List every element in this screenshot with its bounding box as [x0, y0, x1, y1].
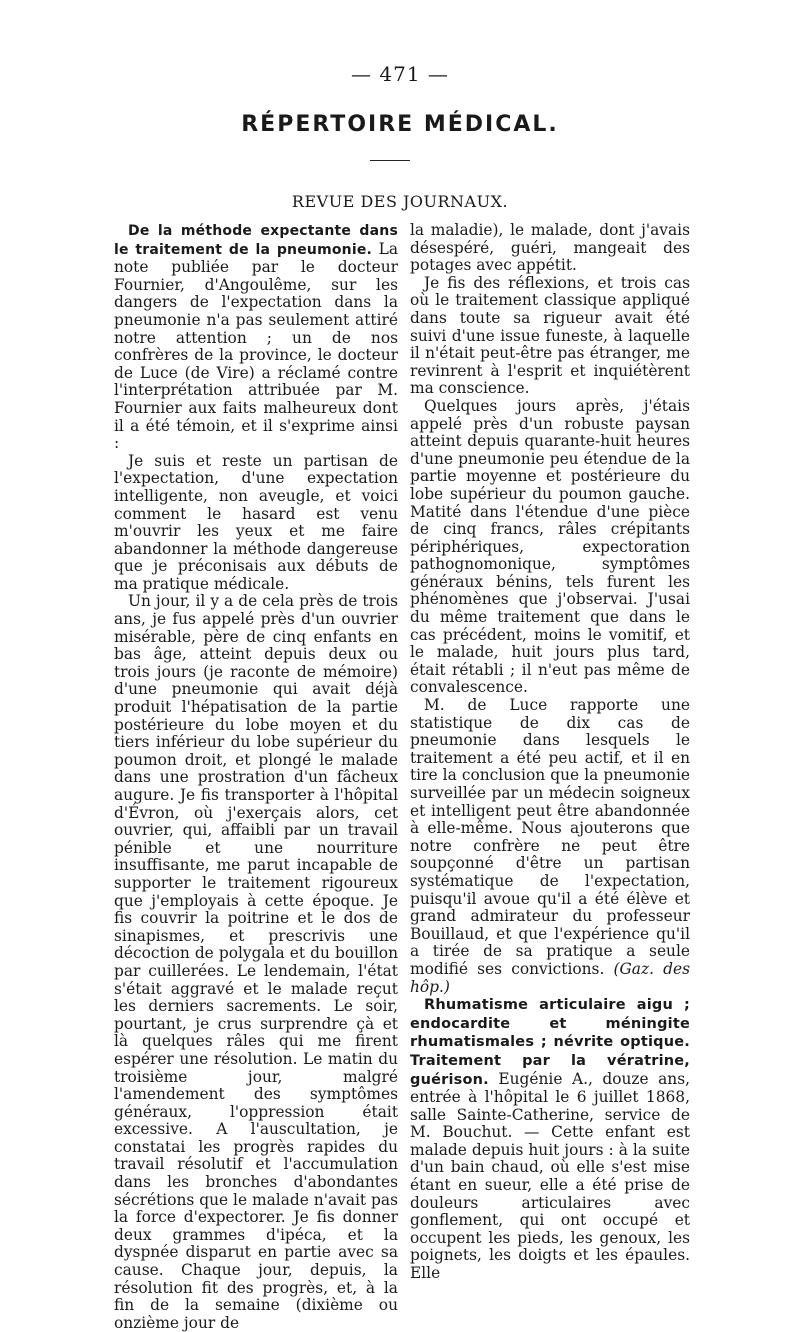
section-title: REVUE DES JOURNAUX. — [291, 192, 509, 211]
article-text: La note publiée par le docteur Fournier, d'Angoulême, sur les dangers de l'expectation dans la pneumonie n'a pas seulement attiré notre attention ; un de nos confrères de la province, le docteur de Luce (de Vire) a réclamé contre l'interprétation attribuée par M. Fournier aux faits malheureux dont il a été témoin, et il s'exprime ainsi : — [114, 239, 398, 453]
article-paragraph — [114, 222, 398, 453]
article-paragraph: Je fis des réflexions, et trois cas où le traitement classique appliqué dans toute sa rigueur avait été suivi d'une issue funeste, à laquelle il n'était peut-être pas étranger, me revinrent à l'esprit et inquiétèrent ma conscience. — [410, 273, 690, 398]
article-heading: De la méthode expectante dans le traitement de la pneumonie. — [114, 223, 398, 258]
article-paragraph: Un jour, il y a de cela près de trois ans, je fus appelé près d'un ouvrier misérable, père de cinq enfants en bas âge, atteint depuis deux ou trois jours (je raconte de mémoire) d'une pneumonie qui avait déjà produit l'hépatisation de la partie postérieure du lobe moyen et du tiers inférieur du lobe supérieur du poumon droit, et plongé le malade dans une prostration d'un fâcheux augure. Je fis transporter à l'hôpital d'Évron, où j'exerçais alors, cet ouvrier, qui, affaibli par un travail pénible et une nourriture insuffisante, me parut incapable de supporter le traitement rigoureux que j'employais à cette époque. Je fis couvrir la poitrine et le dos de sinapismes, et prescrivis une décoction de polygala et du bouillon par cuillerées. Le lendemain, l'état s'était aggravé et le malade reçut les derniers sacrements. Le soir, pourtant, je crus surprendre çà et là quelques râles qui me firent espérer une résolution. Le matin du troisième jour, malgré l'amendement des symptômes généraux, l'oppression était excessive. A l'auscultation, je constatai les progrès rapides du travail résolutif et l'accumulation dans les bronches d'abondantes sécrétions que le malade n'avait pas la force d'expectorer. Je fis donner deux grammes d'ipéca, et la dyspnée disparut en partie avec sa cause. Chaque jour, depuis, la résolution fit des progrès, et, à la fin de la semaine (dixième ou onzième jour de — [114, 592, 398, 1332]
article-text: Eugénie A., douze ans, entrée à l'hôpital le 6 juillet 1868, salle Sainte-Catherine, service de M. Bouchut. — Cette enfant est malade depuis huit jours : à la suite d'un bain chaud, où elle s'est mise étant en sueur, elle a été prise de douleurs articulaires avec gonflement, qui ont occupé et occupent les pieds, les genoux, les poignets, les doigts et les épaules. Elle — [410, 1069, 690, 1283]
article-text: M. de Luce rapporte une statistique de dix cas de pneumonie dans lesquels le traitement a été peu actif, et il en tire la conclusion que la pneumonie surveillée par un médecin soigneux et intelligent peut être abandonnée à elle-même. Nous ajouterons que notre confrère ne peut être soupçonné d'être un partisan systématique de l'expectation, puisqu'il avoue qu'il a été élève et grand admirateur du professeur Bouillaud, et que l'expérience qu'il a tirée de sa pratique a seule modifié ses convictions. — [410, 696, 690, 978]
page-number: — 471 — — [351, 62, 449, 86]
journal-title: RÉPERTOIRE MÉDICAL. — [241, 112, 559, 137]
article-paragraph — [410, 697, 690, 996]
citation: (Gaz. des hôp.) — [410, 959, 690, 996]
title-divider — [370, 160, 410, 161]
right-column — [410, 222, 690, 1283]
article-paragraph — [410, 996, 690, 1283]
article-paragraph: Quelques jours après, j'étais appelé près d'un robuste paysan atteint depuis quarante-huit heures d'une pneumonie peu étendue de la partie moyenne et postérieure du lobe supérieur du poumon gauche. Matité dans l'étendue d'une pièce de cinq francs, râles crépitants périphériques, expectoration pathognomonique, symptômes généraux bénins, tels furent les phénomènes que j'observai. J'usai du même traitement que dans le cas précédent, moins le vomitif, et le malade, huit jours plus tard, était rétabli ; il n'eut pas même de convalescence. — [410, 396, 690, 697]
left-column — [114, 222, 398, 1332]
article-paragraph: la maladie), le malade, dont j'avais désespéré, guéri, mangeait des potages avec appétit. — [410, 221, 690, 275]
article-paragraph: Je suis et reste un partisan de l'expectation, d'une expectation intelligente, non aveugle, et voici comment le hasard est venu m'ouvrir les yeux et me faire abandonner la méthode dangereuse que je préconisais aux débuts de ma pratique médicale. — [114, 451, 398, 593]
article-heading: Rhumatisme articulaire aigu ; endocardite et méningite rhumatismales ; névrite optique. Traitement par la vératrine, guérison. — [410, 997, 690, 1088]
